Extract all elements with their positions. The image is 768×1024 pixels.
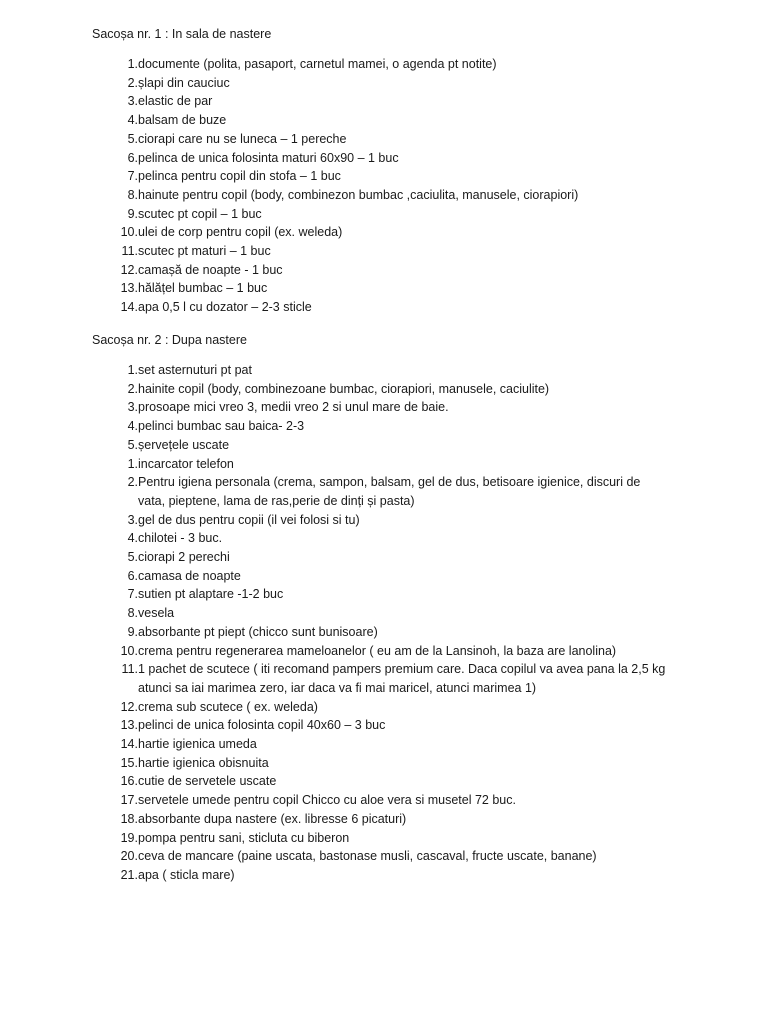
item-text: cutie de servetele uscate [138, 774, 277, 789]
section-1-title: Sacoșa nr. 1 : In sala de nastere [92, 27, 272, 41]
item-number: 16. [120, 774, 138, 789]
item-text: șlapi din cauciuc [138, 75, 230, 90]
item-number: 3. [127, 94, 138, 109]
list-item [92, 149, 692, 168]
item-number: 12. [120, 699, 138, 714]
item-number: 10. [120, 643, 138, 658]
list-item [92, 473, 692, 510]
item-number: 1. [127, 57, 138, 71]
list-item [92, 455, 692, 474]
item-number: 6. [127, 568, 138, 583]
list-item [92, 529, 692, 548]
item-text: scutec pt maturi – 1 buc [138, 244, 271, 259]
item-text: pelinci bumbac sau baica- 2-3 [138, 419, 305, 434]
item-text: crema sub scutece ( ex. weleda) [138, 699, 318, 714]
item-number: 9. [127, 206, 138, 221]
item-text: camasa de noapte [138, 568, 241, 583]
item-text: crema pentru regenerarea mameloanelor ( eu am de la Lansinoh, la baza are lanolina) [138, 643, 617, 658]
item-number: 8. [127, 606, 138, 621]
item-number: 3. [127, 400, 138, 415]
item-number: 6. [127, 150, 138, 165]
item-text: șervețele uscate [138, 437, 230, 452]
item-text: hainute pentru copil (body, combinezon bumbac ,caciulita, manusele, ciorapiori) [138, 187, 579, 202]
list-item [92, 866, 692, 885]
list-item [92, 261, 692, 280]
item-text: hartie igienica umeda [138, 737, 257, 752]
list-item [92, 810, 692, 829]
item-text: servetele umede pentru copil Chicco cu aloe vera si musetel 72 buc. [138, 793, 516, 808]
list-item [92, 279, 692, 298]
list-item [92, 716, 692, 735]
list-item [92, 772, 692, 791]
section-2-list [92, 361, 692, 885]
item-number: 8. [127, 187, 138, 202]
item-text: hălățel bumbac – 1 buc [138, 281, 268, 296]
item-text: set asternuturi pt pat [138, 363, 252, 377]
item-number: 2. [127, 381, 138, 396]
item-number: 7. [127, 169, 138, 184]
list-item [92, 223, 692, 242]
item-text: 1 pachet de scutece ( iti recomand pampers premium care. Daca copilul va avea pana la 2,5 kg atunci sa iai marimea zero, iar daca va fi mai maricel, atunci marimea 1) [138, 662, 666, 695]
item-text: pompa pentru sani, sticluta cu biberon [138, 830, 350, 845]
list-item [92, 167, 692, 186]
item-text: chilotei - 3 buc. [138, 531, 223, 546]
list-item [92, 642, 692, 661]
item-text: pelinca de unica folosinta maturi 60x90 – 1 buc [138, 150, 399, 165]
item-text: pelinci de unica folosinta copil 40x60 – 3 buc [138, 718, 386, 733]
item-number: 17. [120, 793, 138, 808]
list-item [92, 55, 692, 74]
item-number: 20. [120, 849, 138, 864]
item-number: 2. [127, 75, 138, 90]
list-item [92, 380, 692, 399]
item-text: apa ( sticla mare) [138, 867, 235, 882]
list-item [92, 698, 692, 717]
list-item [92, 205, 692, 224]
list-item [92, 791, 692, 810]
item-text: sutien pt alaptare -1-2 buc [138, 587, 284, 602]
item-number: 5. [127, 131, 138, 146]
item-number: 5. [127, 550, 138, 565]
section-2-title: Sacoșa nr. 2 : Dupa nastere [92, 333, 247, 347]
list-item [92, 735, 692, 754]
item-number: 21. [120, 867, 138, 882]
item-number: 11. [121, 662, 138, 677]
item-text: incarcator telefon [138, 456, 234, 471]
list-item [92, 398, 692, 417]
item-text: gel de dus pentru copii (il vei folosi si tu) [138, 512, 360, 527]
list-item [92, 829, 692, 848]
list-item [92, 548, 692, 567]
item-text: apa 0,5 l cu dozator – 2-3 sticle [138, 300, 312, 315]
item-number: 3. [127, 512, 138, 527]
item-number: 7. [127, 587, 138, 602]
item-text: Pentru igiena personala (crema, sampon, balsam, gel de dus, betisoare igienice, discuri de vata, pieptene, lama de ras,perie de dinți și pasta) [138, 475, 641, 508]
list-item [92, 242, 692, 261]
item-number: 18. [120, 811, 138, 826]
item-text: ulei de corp pentru copil (ex. weleda) [138, 225, 343, 240]
item-text: elastic de par [138, 94, 213, 109]
item-text: balsam de buze [138, 113, 227, 128]
item-text: absorbante dupa nastere (ex. libresse 6 picaturi) [138, 811, 407, 826]
section-1-list [92, 55, 692, 317]
item-text: vesela [138, 606, 175, 621]
item-number: 13. [120, 718, 138, 733]
item-number: 1. [127, 363, 138, 377]
item-text: camașă de noapte - 1 buc [138, 262, 283, 277]
item-number: 15. [120, 755, 138, 770]
item-number: 4. [127, 113, 138, 128]
list-item [92, 436, 692, 455]
list-item [92, 604, 692, 623]
item-number: 14. [120, 737, 138, 752]
item-text: prosoape mici vreo 3, medii vreo 2 si unul mare de baie. [138, 400, 449, 415]
item-number: 14. [120, 300, 138, 315]
item-number: 13. [120, 281, 138, 296]
list-item [92, 660, 692, 697]
item-number: 12. [120, 262, 138, 277]
item-text: documente (polita, pasaport, carnetul mamei, o agenda pt notite) [138, 57, 497, 71]
item-number: 4. [127, 531, 138, 546]
list-item [92, 298, 692, 317]
list-item [92, 754, 692, 773]
item-number: 2. [127, 475, 138, 490]
list-item [92, 417, 692, 436]
list-item [92, 585, 692, 604]
item-text: ciorapi 2 perechi [138, 550, 230, 565]
item-number: 5. [127, 437, 138, 452]
item-number: 1. [127, 456, 138, 471]
item-number: 19. [120, 830, 138, 845]
list-item [92, 74, 692, 93]
item-text: ciorapi care nu se luneca – 1 pereche [138, 131, 347, 146]
list-item [92, 567, 692, 586]
item-text: hainite copil (body, combinezoane bumbac, ciorapiori, manusele, caciulite) [138, 381, 550, 396]
item-text: hartie igienica obisnuita [138, 755, 269, 770]
list-item [92, 130, 692, 149]
list-item [92, 511, 692, 530]
list-item [92, 111, 692, 130]
list-item [92, 186, 692, 205]
list-item [92, 361, 692, 380]
list-item [92, 92, 692, 111]
item-number: 11. [121, 244, 138, 259]
list-item [92, 623, 692, 642]
item-text: ceva de mancare (paine uscata, bastonase musli, cascaval, fructe uscate, banane) [138, 849, 597, 864]
item-number: 9. [127, 624, 138, 639]
item-text: scutec pt copil – 1 buc [138, 206, 262, 221]
item-number: 4. [127, 419, 138, 434]
item-text: absorbante pt piept (chicco sunt bunisoare) [138, 624, 378, 639]
item-text: pelinca pentru copil din stofa – 1 buc [138, 169, 341, 184]
list-item [92, 847, 692, 866]
item-number: 10. [120, 225, 138, 240]
